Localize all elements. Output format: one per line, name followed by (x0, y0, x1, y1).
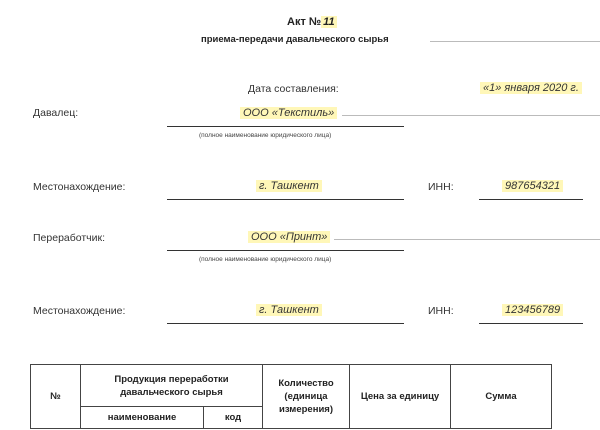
processor-inn-field[interactable]: 123456789 (502, 304, 563, 316)
client-rule-ext (342, 115, 600, 116)
client-location-underline (167, 199, 404, 200)
act-number[interactable]: 11 (323, 16, 335, 28)
col-product-header: Продукция переработки давальческого сырья (81, 365, 263, 407)
header-rule (430, 41, 600, 42)
processor-underline (167, 250, 404, 251)
client-location-label: Местонахождение: (33, 181, 126, 193)
col-code-header: код (204, 407, 263, 429)
processor-location-underline (167, 323, 404, 324)
date-field[interactable]: «1» января 2020 г. (480, 82, 582, 94)
processor-inn-label: ИНН: (428, 305, 454, 317)
date-label: Дата составления: (248, 83, 339, 95)
processor-location-field[interactable]: г. Ташкент (256, 304, 322, 316)
processor-label: Переработчик: (33, 232, 106, 244)
client-inn-label: ИНН: (428, 181, 454, 193)
client-inn-field[interactable]: 987654321 (502, 180, 563, 192)
processor-rule-ext (334, 239, 600, 240)
processor-hint: (полное наименование юридического лица) (199, 256, 332, 263)
goods-table (30, 364, 552, 429)
act-subtitle: приема-передачи давальческого сырья (201, 34, 389, 45)
col-quantity-header: Количество (единица измерения) (263, 365, 350, 429)
processor-location-label: Местонахождение: (33, 305, 126, 317)
col-sum-header: Сумма (451, 365, 552, 429)
client-underline (167, 126, 404, 127)
col-name-header: наименование (81, 407, 204, 429)
processor-inn-underline (479, 323, 583, 324)
act-title (287, 16, 337, 28)
act-title-prefix: Акт № (287, 16, 322, 28)
client-hint: (полное наименование юридического лица) (199, 132, 332, 139)
client-location-field[interactable]: г. Ташкент (256, 180, 322, 192)
client-label: Давалец: (33, 107, 79, 119)
client-inn-underline (479, 199, 583, 200)
col-price-header: Цена за единицу (350, 365, 451, 429)
client-field[interactable]: ООО «Текстиль» (240, 107, 337, 119)
col-number-header: № (31, 365, 81, 429)
processor-field[interactable]: ООО «Принт» (248, 231, 330, 243)
